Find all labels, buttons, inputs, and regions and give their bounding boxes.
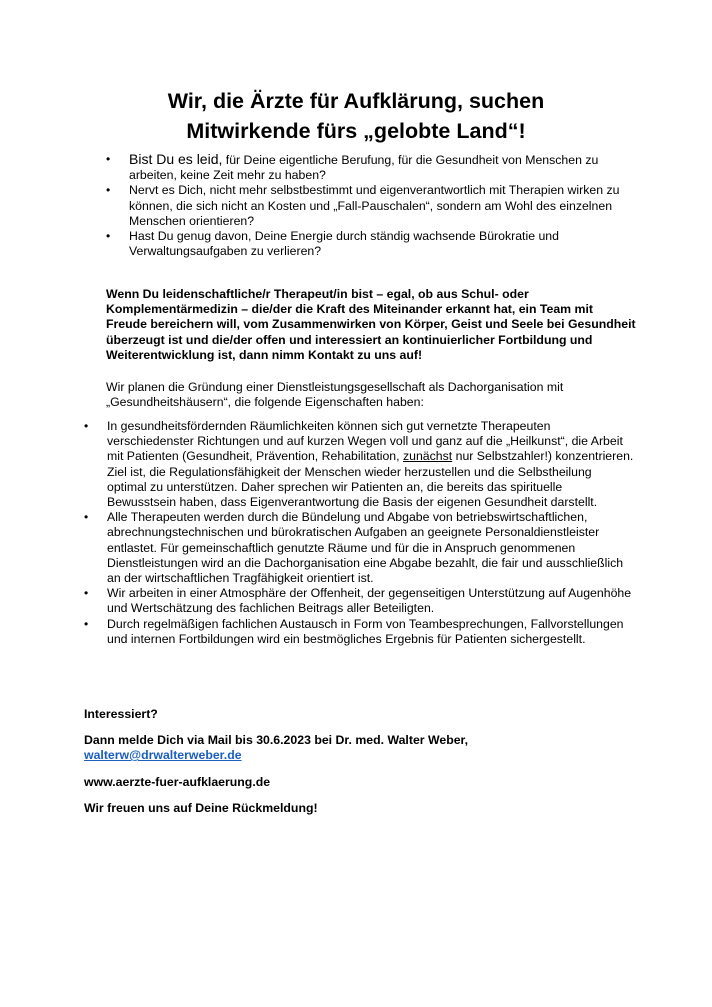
bullet: •: [84, 419, 89, 433]
plan-paragraph: Wir planen die Gründung einer Dienstleistungsgesellschaft als Dachorganisation mit „Gesundheitshäusern“, die folgende Eigenschaften haben:: [106, 380, 564, 410]
list-item: [84, 419, 634, 510]
property-text: nur Selbstzahler!) konzentrieren. Ziel ist, die Regulationsfähigkeit der Menschen wieder herzustellen und die Selbstheilung optimal zu unterstützen. Daher sprechen wir Patienten an, die bereits das spirituelle Bewusstsein haben, dass Eigenverantwortung die Basis der eigenen Gesundheit darstellt.: [107, 449, 634, 510]
contact-text: Dann melde Dich via Mail bis 30.6.2023 bei Dr. med. Walter Weber,: [84, 733, 469, 747]
question-text: Nervt es Dich, nicht mehr selbstbestimmt und eigenverantwortlich mit Therapien wirken zu können, die sich nicht an Kosten und „Fall-Pauschalen“, sondern am Wohl des einzelnen Menschen orientieren?: [129, 183, 620, 228]
bullet: •: [106, 183, 111, 198]
website-text: www.aerzte-fuer-aufklaerung.de: [84, 775, 271, 789]
list-item: [84, 617, 634, 647]
passion-paragraph: Wenn Du leidenschaftliche/r Therapeut/in bist – egal, ob aus Schul- oder Komplementärmedizin – die/der die Kraft des Miteinander erkannt hat, ein Team mit Freude bereichern will, vom Zusammenwirken von Körper, Geist und Seele bei Gesundheit überzeugt ist und die/der offen und interessiert an kontinuierlicher Fortbildung und Weiterentwicklung ist, dann nimm Kontakt zu uns auf!: [106, 287, 636, 362]
thanks-text: Wir freuen uns auf Deine Rückmeldung!: [84, 801, 318, 815]
question-lead: Bist Du es leid,: [129, 151, 223, 167]
list-item: [84, 586, 634, 616]
bullet: •: [84, 510, 89, 525]
interest-heading: Interessiert?: [84, 707, 158, 721]
list-item: [106, 152, 634, 183]
contact-paragraph: [84, 733, 604, 763]
question-text: Hast Du genug davon, Deine Energie durch ständig wachsende Bürokratie und Verwaltungsaufgaben zu verlieren?: [129, 229, 559, 259]
bullet: •: [106, 152, 111, 166]
property-text: Durch regelmäßigen fachlichen Austausch in Form von Teambesprechungen, Fallvorstellungen und internen Fortbildungen wird ein bestmögliches Ergebnis für Patienten sichergestellt.: [107, 616, 624, 646]
list-item: [84, 510, 634, 586]
emphasis-text: zunächst: [402, 449, 453, 464]
email-link[interactable]: walterw@drwalterweber.de: [84, 748, 242, 763]
page-title: [0, 86, 712, 146]
list-item: [106, 183, 634, 229]
property-text: Alle Therapeuten werden durch die Bündelung und Abgabe von betriebswirtschaftlichen, abrechnungstechnischen und bürokratischen Aufgaben an geeignete Personaldienstleister entlastet. Für gemeinschaftlich genutzte Räume und für die in Anspruch genommenen Dienstleistungen wird an die Dachorganisation eine Abgabe bezahlt, die fair und ausschließlich an der wirtschaftlichen Tragfähigkeit orientiert ist.: [107, 510, 624, 586]
property-text: Wir arbeiten in einer Atmosphäre der Offenheit, der gegenseitigen Unterstützung auf Augenhöhe und Wertschätzung des fachlichen Beitrags aller Beteiligten.: [107, 586, 632, 616]
title-line-1: Wir, die Ärzte für Aufklärung, suchen: [167, 89, 545, 113]
list-item: [106, 229, 634, 259]
bullet: •: [84, 586, 89, 601]
bullet: •: [84, 616, 89, 631]
bullet: •: [106, 229, 111, 244]
properties-list: [84, 419, 634, 647]
title-line-2: Mitwirkende fürs „gelobte Land“!: [186, 119, 526, 143]
question-text: für Deine eigentliche Berufung, für die Gesundheit von Menschen zu arbeiten, keine Zeit mehr zu haben?: [129, 153, 599, 183]
property-text: In gesundheitsfördernden Räumlichkeiten können sich gut vernetzte Therapeuten verschiedenster Richtungen und auf kurzen Wegen voll und ganz auf die „Heilkunst“, die Arbeit mit Patienten (Gesundheit, Prävention, Rehabilitation,: [107, 419, 623, 464]
intro-question-list: [106, 152, 634, 259]
